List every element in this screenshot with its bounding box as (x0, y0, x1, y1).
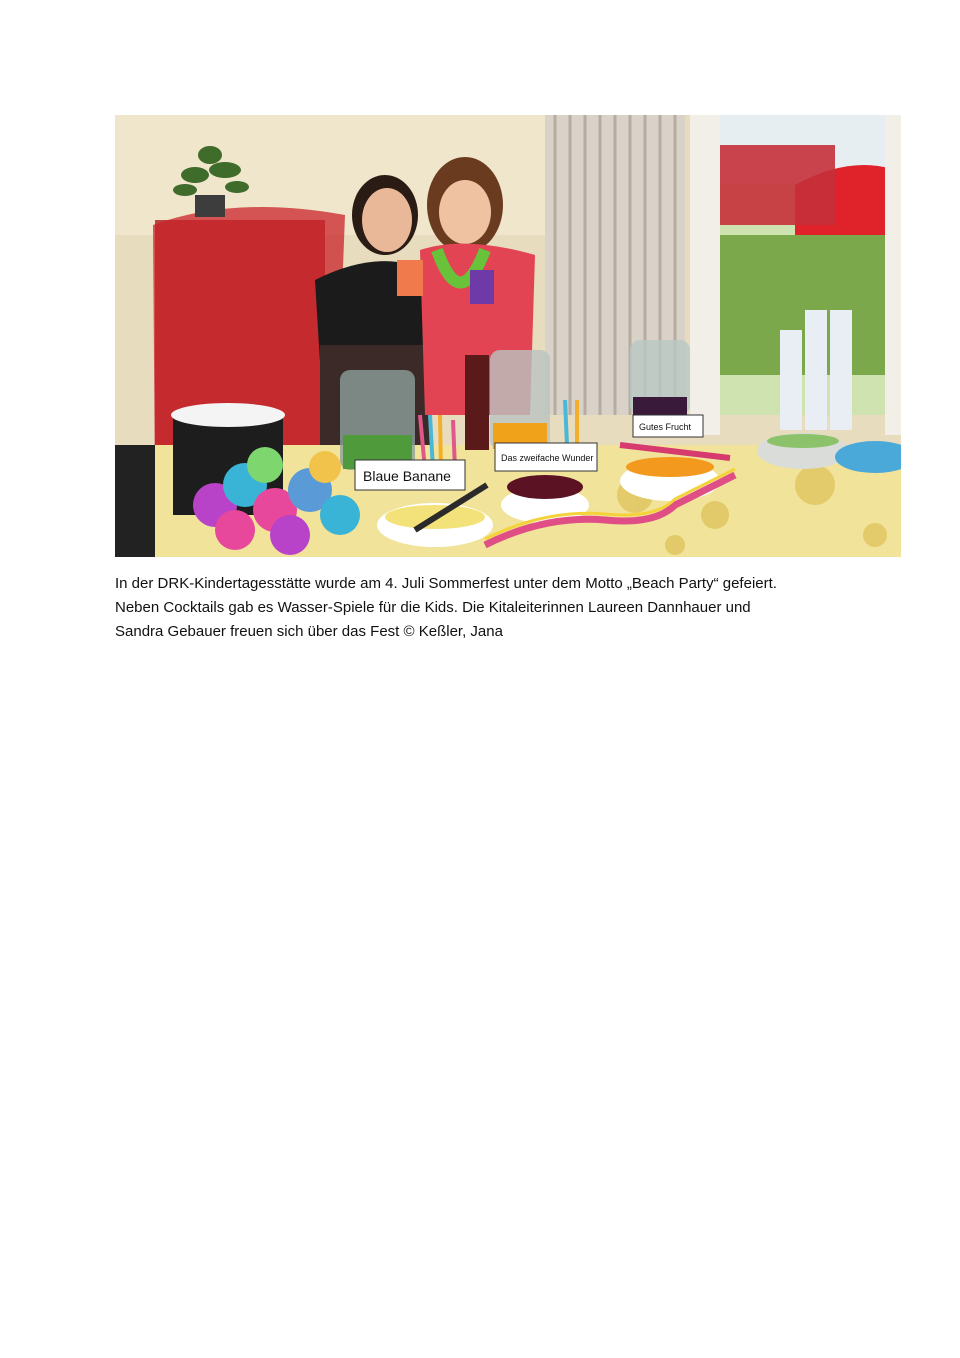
svg-text:Blaue Banane: Blaue Banane (363, 468, 451, 484)
party-photo-illustration (115, 115, 901, 557)
red-banner (715, 145, 835, 225)
svg-text:Gutes Frucht: Gutes Frucht (639, 422, 692, 432)
cup-stack-1 (780, 330, 802, 430)
party-photo (115, 115, 901, 557)
cup-stack-2 (805, 310, 827, 430)
sign-gutes-frucht (633, 415, 703, 437)
svg-text:Das zweifache Wunder: Das zweifache Wunder (501, 453, 594, 463)
photo-caption (115, 572, 875, 644)
sign-blaue-banane (355, 460, 465, 490)
syrup-bottle (465, 355, 489, 450)
woman-left-face (362, 188, 412, 252)
caption-line-2: Neben Cocktails gab es Wasser-Spiele für die Kids. Die Kitaleiterinnen Laureen Dannhauer und (115, 599, 751, 616)
dark-appliance (115, 445, 155, 557)
cup-stack-3 (830, 310, 852, 430)
cocktail-cup-right (470, 270, 494, 304)
woman-right-face (439, 180, 491, 244)
caption-line-1: In der DRK-Kindertagesstätte wurde am 4. Juli Sommerfest unter dem Motto „Beach Party“ gefeiert. (115, 575, 777, 592)
cocktail-cup-left (397, 260, 423, 296)
caption-line-3: Sandra Gebauer freuen sich über das Fest © Keßler, Jana (115, 623, 503, 640)
sign-zweifache-wunder (495, 443, 597, 471)
plant-pot (195, 195, 225, 217)
